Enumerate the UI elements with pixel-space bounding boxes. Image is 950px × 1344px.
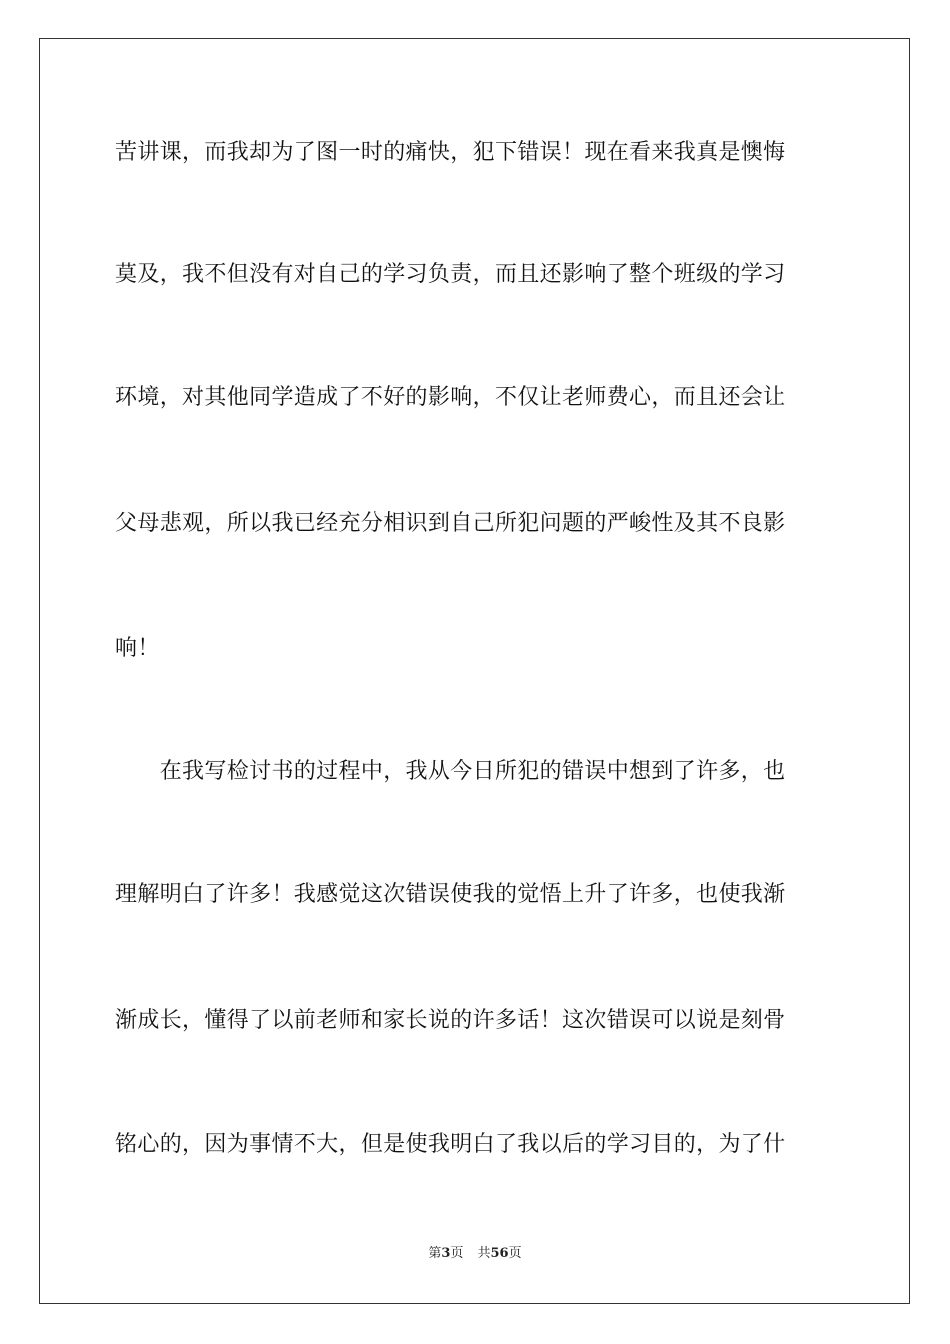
current-page-number: 3 xyxy=(441,1246,451,1261)
text-line: 在我写检讨书的过程中，我从今日所犯的错误中想到了许多，也 xyxy=(115,759,786,784)
text-line: 响！ xyxy=(115,636,160,661)
text-line: 苦讲课，而我却为了图一时的痛快，犯下错误！现在看来我真是懊悔 xyxy=(115,140,786,165)
text-line: 父母悲观，所以我已经充分相识到自己所犯问题的严峻性及其不良影 xyxy=(115,511,786,536)
text-line: 莫及，我不但没有对自己的学习负责，而且还影响了整个班级的学习 xyxy=(115,262,786,287)
total-pages-suffix: 页 xyxy=(508,1246,522,1261)
text-line: 渐成长，懂得了以前老师和家长说的许多话！这次错误可以说是刻骨 xyxy=(115,1008,786,1033)
text-line: 理解明白了许多！我感觉这次错误使我的觉悟上升了许多，也使我渐 xyxy=(115,882,786,907)
page-footer xyxy=(0,1245,950,1263)
page-border xyxy=(39,38,910,1304)
page-number-suffix: 页 xyxy=(450,1246,464,1261)
total-pages-prefix: 共 xyxy=(477,1246,491,1261)
total-page-count: 56 xyxy=(490,1246,509,1261)
page-number-prefix: 第 xyxy=(428,1246,442,1261)
text-line: 铭心的，因为事情不大，但是使我明白了我以后的学习目的，为了什 xyxy=(115,1132,786,1157)
text-line: 环境，对其他同学造成了不好的影响，不仅让老师费心，而且还会让 xyxy=(115,385,786,410)
